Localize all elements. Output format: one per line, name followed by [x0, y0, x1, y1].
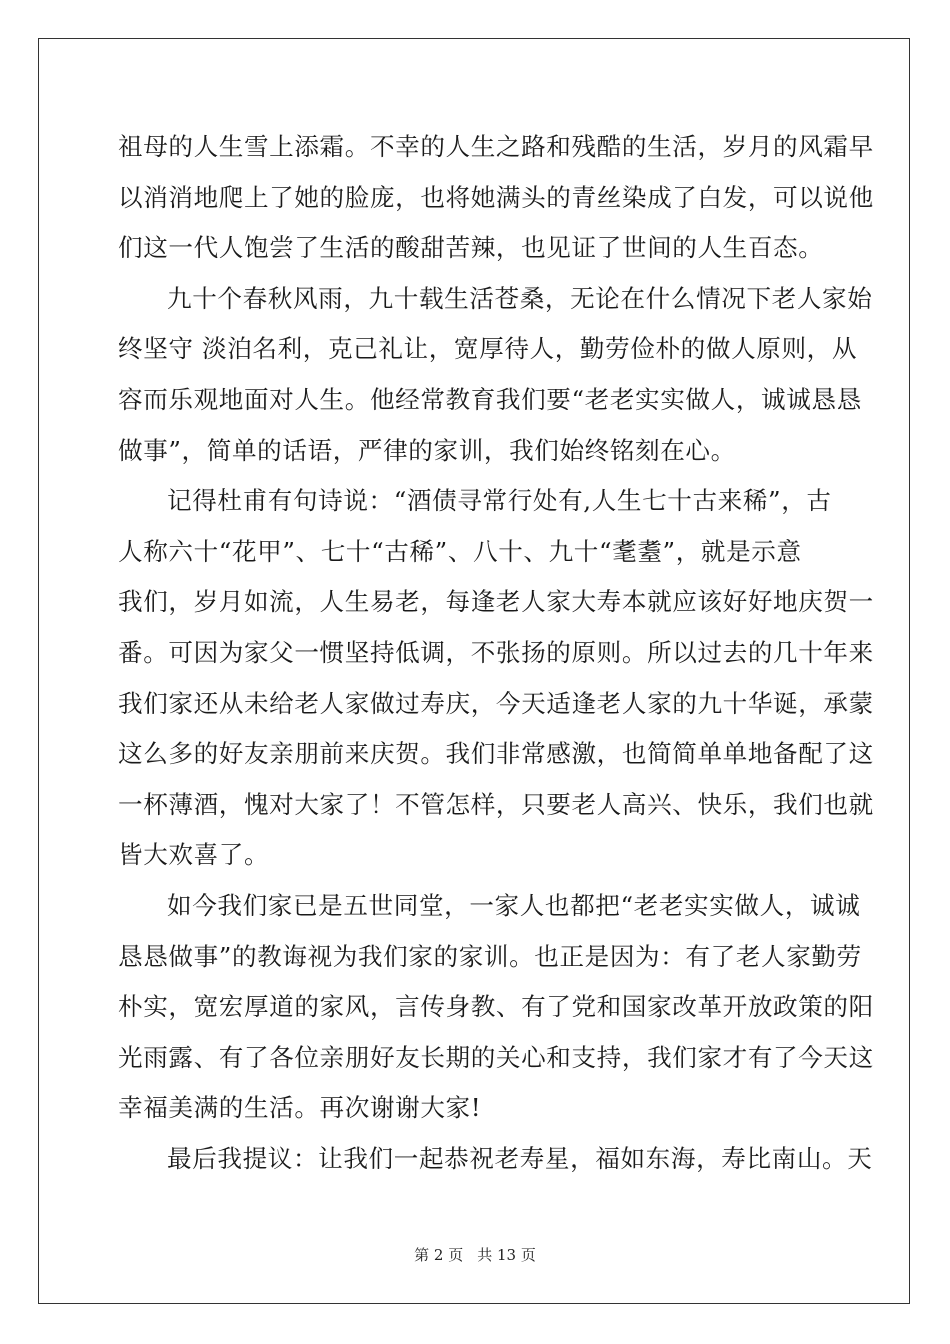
text-line: 我们，岁月如流，人生易老，每逢老人家大寿本就应该好好地庆贺一: [118, 587, 874, 617]
text-line: 容而乐观地面对人生。他经常教育我们要“老老实实做人，诚诚恳恳: [118, 384, 862, 414]
text-line: 我们家还从未给老人家做过寿庆，今天适逢老人家的九十华诞，承蒙: [118, 688, 874, 718]
text-line: 们这一代人饱尝了生活的酸甜苦辣，也见证了世间的人生百态。: [118, 233, 824, 263]
text-line: 以消消地爬上了她的脸庞，也将她满头的青丝染成了白发，可以说他: [118, 182, 874, 212]
text-line: 这么多的好友亲朋前来庆贺。我们非常感激，也简简单单地备配了这: [118, 739, 874, 769]
text-line: 皆大欢喜了。: [118, 840, 270, 870]
text-line: 人称六十“花甲”、七十“古稀”、八十、九十“耄耋”，就是示意: [118, 536, 802, 566]
paragraph-first-line: 记得杜甫有句诗说：“酒债寻常行处有,人生七十古来稀”，古: [167, 486, 832, 516]
text-line: 一杯薄酒，愧对大家了！不管怎样，只要老人高兴、快乐，我们也就: [118, 789, 874, 819]
document-body: [118, 122, 874, 1184]
page-number: 第 2 页: [414, 1246, 464, 1264]
text-line: 幸福美满的生活。再次谢谢大家!: [118, 1093, 482, 1123]
page-footer: [0, 1244, 950, 1265]
text-line: 终坚守 淡泊名利，克己礼让，宽厚待人，勤劳俭朴的做人原则，从: [118, 334, 858, 364]
text-line: 做事”，简单的话语，严律的家训，我们始终铭刻在心。: [118, 435, 736, 465]
paragraph-first-line: 最后我提议：让我们一起恭祝老寿星，福如东海，寿比南山。天: [167, 1143, 873, 1173]
text-line: 恳恳做事”的教诲视为我们家的家训。也正是因为：有了老人家勤劳: [118, 941, 862, 971]
paragraph-first-line: 如今我们家已是五世同堂，一家人也都把“老老实实做人，诚诚: [167, 890, 861, 920]
paragraph-first-line: 九十个春秋风雨，九十载生活苍桑，无论在什么情况下老人家始: [167, 283, 873, 313]
text-line: 祖母的人生雪上添霜。不幸的人生之路和残酷的生活，岁月的风霜早: [118, 132, 874, 161]
text-line: 朴实，宽宏厚道的家风，言传身教、有了党和国家改革开放政策的阳: [118, 992, 874, 1022]
text-line: 番。可因为家父一惯坚持低调，不张扬的原则。所以过去的几十年来: [118, 637, 874, 667]
page-total: 共 13 页: [477, 1246, 536, 1264]
text-line: 光雨露、有了各位亲朋好友长期的关心和支持，我们家才有了今天这: [118, 1042, 874, 1072]
